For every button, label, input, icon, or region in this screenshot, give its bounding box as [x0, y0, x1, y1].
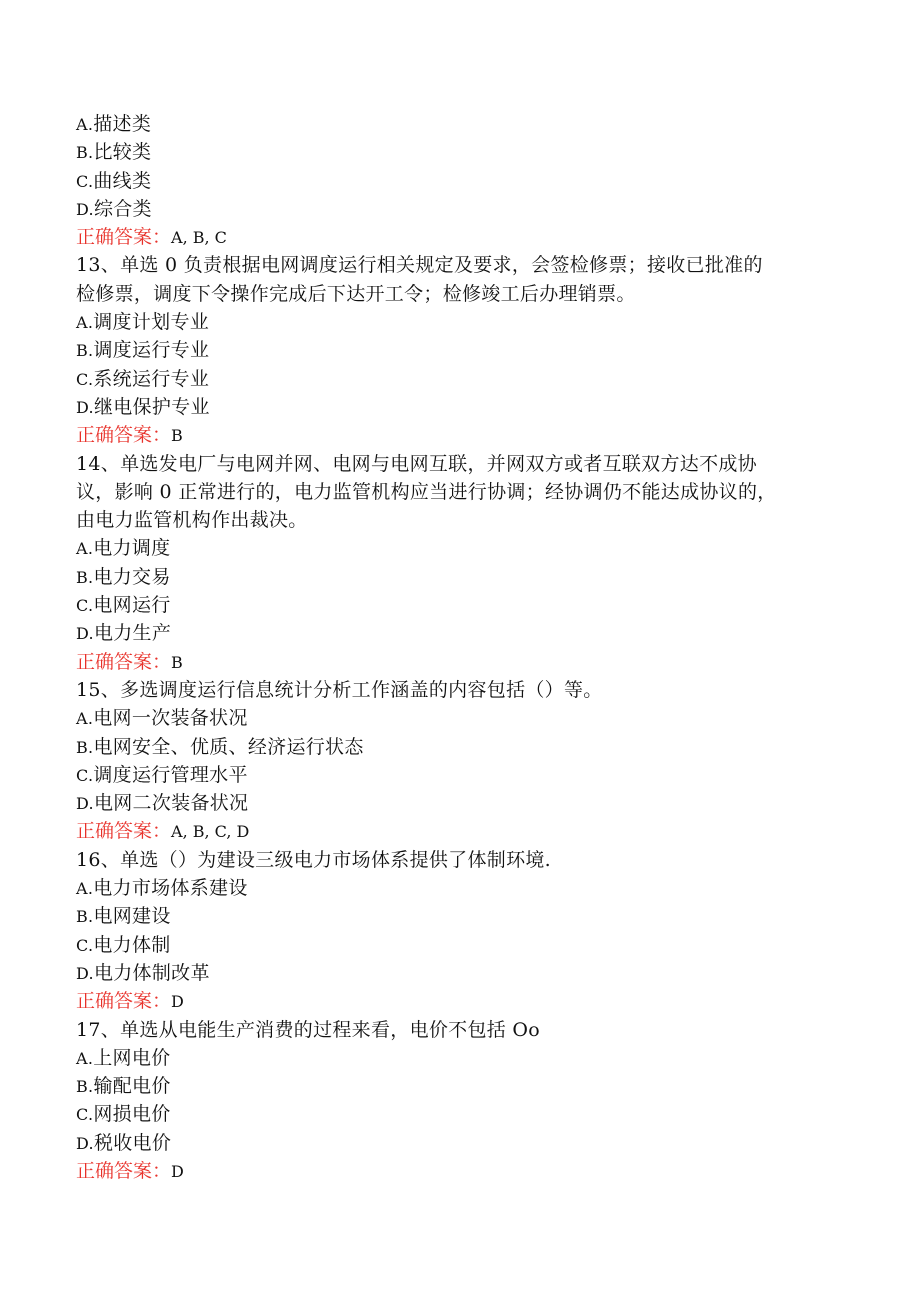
question-text: 由电力监管机构作出裁决。 [76, 509, 308, 532]
option-b: B.调度运行专业 [76, 339, 210, 362]
option-d: D.电网二次装备状况 [76, 792, 249, 815]
option-c: C.电力体制 [76, 933, 171, 956]
question-14 [76, 450, 846, 676]
answer-value: D [171, 1161, 184, 1181]
question-13 [76, 251, 846, 449]
answer-line [76, 987, 846, 1015]
answer-label: 正确答案： [76, 226, 172, 249]
answer-line [76, 648, 846, 676]
question-16 [76, 846, 846, 1016]
answer-line [76, 817, 846, 845]
question-text: 13、单选 0 负责根据电网调度运行相关规定及要求，会签检修票；接收已批准的 [76, 254, 763, 277]
question-15 [76, 676, 846, 846]
top-options [76, 110, 846, 251]
option-d: D.继电保护专业 [76, 395, 210, 418]
question-text: 16、单选（）为建设三级电力市场体系提供了体制环境. [76, 848, 552, 871]
question-17 [76, 1016, 846, 1186]
answer-label: 正确答案： [76, 424, 172, 447]
option-a: A.电力调度 [76, 537, 171, 560]
option-d: D.电力生产 [76, 622, 172, 645]
answer-label: 正确答案： [76, 820, 172, 843]
question-text: 14、单选发电厂与电网并网、电网与电网互联，并网双方或者互联双方达不成协 [76, 452, 757, 475]
option-d: D.电力体制改革 [76, 961, 210, 984]
option-c: C.电网运行 [76, 594, 171, 617]
option-a: A.上网电价 [76, 1046, 171, 1069]
question-text: 17、单选从电能生产消费的过程来看，电价不包括 Oo [76, 1018, 541, 1041]
option-a: A.描述类 [76, 113, 152, 135]
question-list [76, 110, 846, 1185]
answer-line [76, 421, 846, 449]
option-b: B.输配电价 [76, 1075, 171, 1098]
option-b: B.比较类 [76, 141, 152, 164]
option-b: B.电力交易 [76, 565, 171, 588]
answer-line [76, 1157, 846, 1185]
answer-label: 正确答案： [76, 990, 172, 1013]
answer-value: A, B, C [171, 228, 227, 248]
option-a: A.电力市场体系建设 [76, 877, 248, 900]
option-c: C.曲线类 [76, 169, 152, 192]
answer-value: D [171, 992, 184, 1012]
option-a: A.调度计划专业 [76, 311, 210, 334]
option-c: C.系统运行专业 [76, 367, 210, 390]
question-text: 15、多选调度运行信息统计分析工作涵盖的内容包括（）等。 [76, 678, 603, 701]
answer-label: 正确答案： [76, 1159, 172, 1182]
answer-line [76, 223, 846, 251]
option-d: D.综合类 [76, 197, 152, 220]
answer-value: B [171, 426, 183, 446]
option-c: C.调度运行管理水平 [76, 763, 248, 786]
option-b: B.电网安全、优质、经济运行状态 [76, 735, 364, 758]
question-text: 议，影响 0 正常进行的，电力监管机构应当进行协调；经协调仍不能达成协议的， [76, 480, 777, 503]
option-c: C.网损电价 [76, 1103, 171, 1126]
option-a: A.电网一次装备状况 [76, 707, 248, 730]
answer-value: B [171, 652, 183, 672]
answer-value: A, B, C, D [171, 822, 250, 842]
answer-label: 正确答案： [76, 650, 172, 673]
option-d: D.税收电价 [76, 1131, 172, 1154]
question-text: 检修票，调度下令操作完成后下达开工令；检修竣工后办理销票。 [76, 282, 636, 305]
option-b: B.电网建设 [76, 905, 171, 928]
